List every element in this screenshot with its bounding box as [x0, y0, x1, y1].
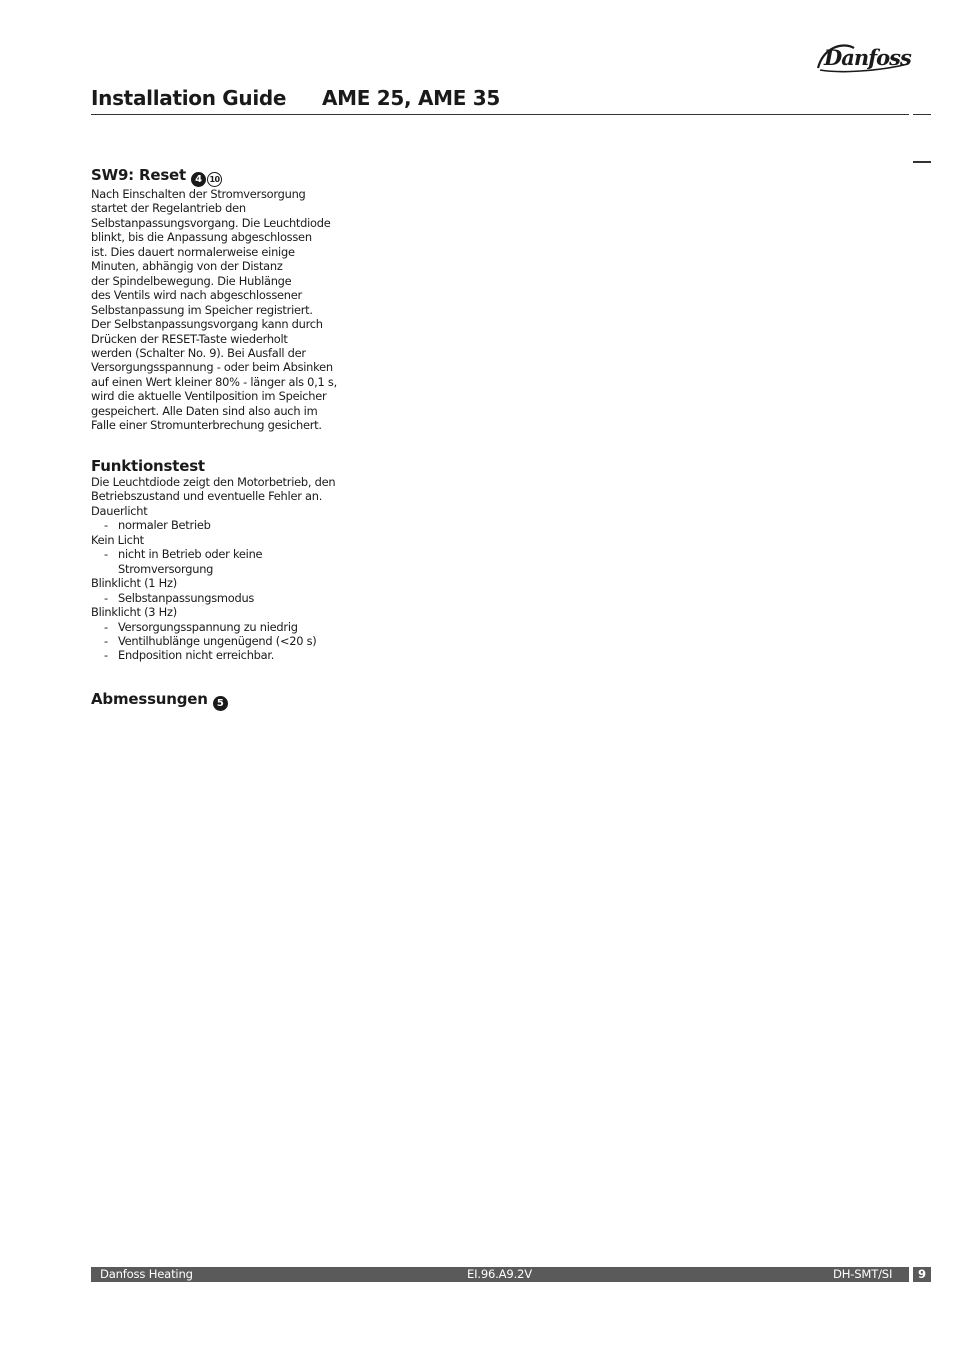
status-label: Blinklicht (3 Hz) [91, 605, 177, 620]
heading-text: SW9: Reset [91, 166, 187, 184]
footer-department: DH-SMT/SI [833, 1267, 893, 1281]
danfoss-logo [814, 38, 912, 76]
section-intro: Die Leuchtdiode zeigt den Motorbetrieb, den Betriebszustand und eventuelle Fehler an. [91, 475, 336, 504]
product-model: AME 25, AME 35 [322, 86, 501, 110]
logo-lettering: Danfoss [824, 45, 911, 70]
status-label: Blinklicht (1 Hz) [91, 576, 177, 591]
header-divider [91, 114, 909, 115]
section-abmessungen [91, 690, 361, 711]
figure-ref-4-icon: 4 [191, 172, 206, 187]
page-number: 9 [913, 1267, 931, 1282]
section-heading [91, 690, 361, 711]
heading-text: Abmessungen [91, 690, 208, 708]
list-item: - Ventilhublänge ungenügend (<20 s) [104, 633, 317, 648]
section-sw9-reset [91, 166, 361, 433]
margin-mark [913, 161, 931, 163]
list-item: - nicht in Betrieb oder keine Stromversorgung [104, 547, 263, 576]
section-heading: Funktionstest [91, 457, 205, 475]
margin-mark [913, 114, 931, 115]
section-heading [91, 166, 361, 187]
list-item: - Versorgungsspannung zu niedrig [104, 619, 298, 634]
figure-ref-10-icon: 10 [207, 172, 222, 187]
status-label: Dauerlicht [91, 503, 148, 518]
document-title: Installation Guide [91, 86, 287, 110]
footer-doc-code: EI.96.A9.2V [467, 1267, 532, 1281]
list-item: - Endposition nicht erreichbar. [104, 648, 275, 663]
section-funktionstest [91, 457, 361, 663]
status-label: Kein Licht [91, 532, 144, 547]
list-item: - Selbstanpassungsmodus [104, 590, 255, 605]
list-item: - normaler Betrieb [104, 518, 211, 533]
section-paragraph: Nach Einschalten der Stromversorgung startet der Regelantrieb den Selbstanpassungsvorgang. Die Leuchtdiode blinkt, bis die Anpassung abgeschlossen ist. Dies dauert normalerweise einige Minuten, abhängig von der Distanz der Spindelbewegung. Die Hublänge des Ventils wird nach abgeschlossener Selbstanpassung im Speicher registriert. Der Selbstanpassungsvorgang kann durch Drücken der RESET-Taste wiederholt werden (Schalter No. 9). Bei Ausfall der Versorgungsspannung - oder beim Absinken auf einen Wert kleiner 80% - länger als 0,1 s, wird die aktuelle Ventilposition im Speicher gespeichert. Alle Daten sind also auch im Falle einer Stromunterbrechung gesichert. [91, 187, 337, 433]
figure-ref-5-icon: 5 [213, 696, 228, 711]
footer-company: Danfoss Heating [100, 1267, 193, 1281]
